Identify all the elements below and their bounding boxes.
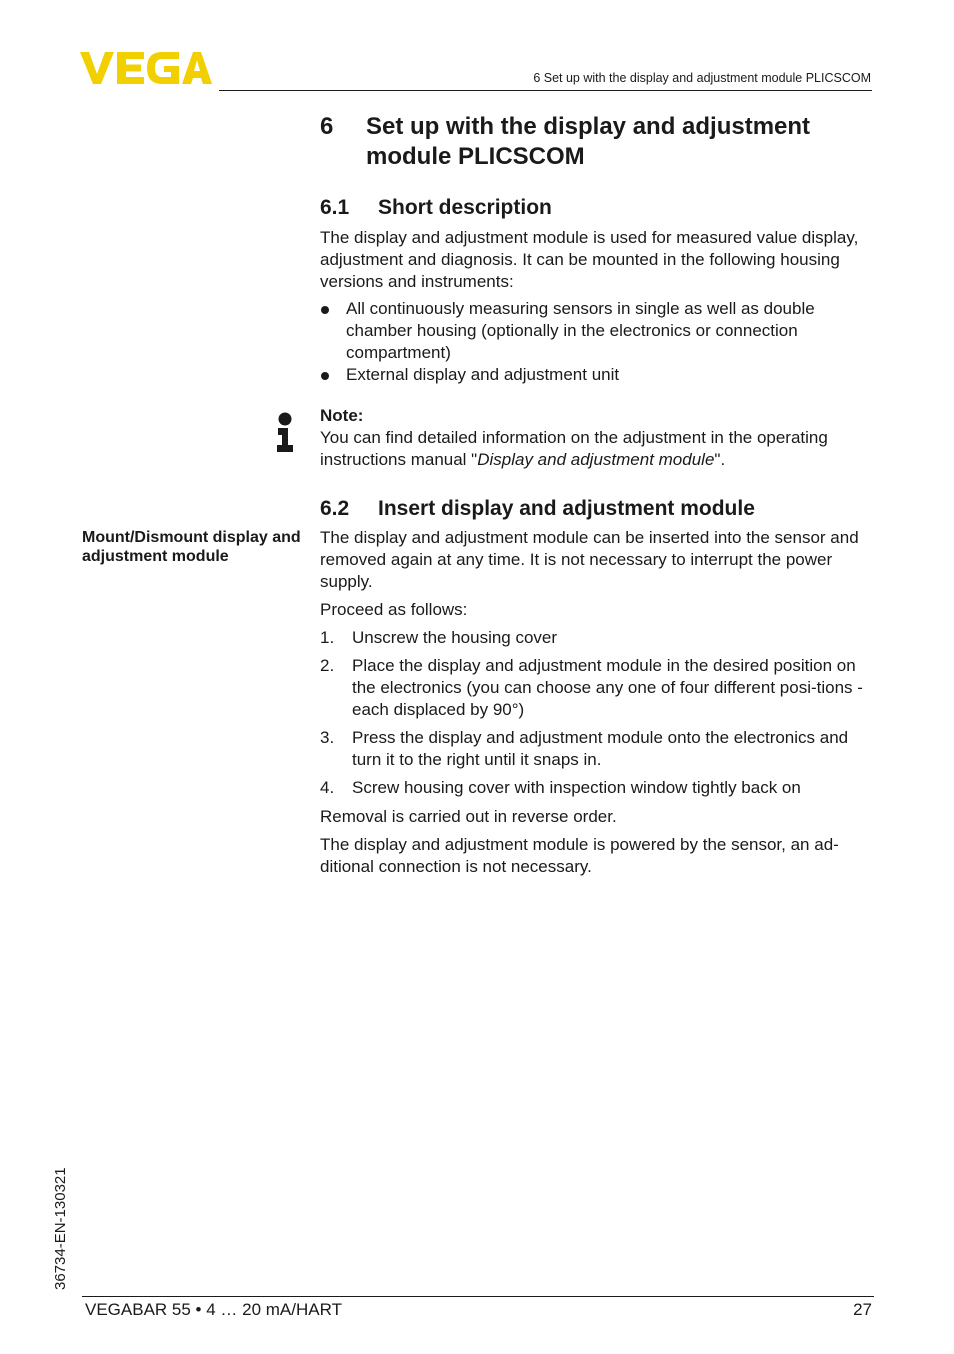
list-item: [320, 298, 870, 364]
list-item: [320, 364, 870, 386]
note-label: Note:: [320, 406, 364, 425]
chapter-heading: [320, 112, 880, 172]
chapter-title: Set up with the display and adjustment module PLICSCOM: [366, 113, 811, 170]
list-item: [320, 655, 870, 721]
step-text: Place the display and adjustment module in the desired position on the electronics (you can choose any one of four different posi-tions - each displaced by 90°): [352, 656, 863, 719]
step-number: 1.: [320, 628, 335, 647]
note-text: [320, 427, 870, 471]
step-text: Press the display and adjustment module onto the electronics and turn it to the right until it snaps in.: [352, 728, 849, 769]
list-item: [320, 777, 870, 799]
step-number: 3.: [320, 728, 335, 747]
page-number: 27: [853, 1300, 872, 1319]
note-text-end: ".: [714, 450, 726, 469]
chapter-number: 6: [320, 113, 334, 140]
power-paragraph: The display and adjustment module is powered by the sensor, an ad-ditional connection is not necessary.: [320, 835, 839, 876]
section-title: Short description: [378, 196, 552, 219]
short-description-paragraph: The display and adjustment module is used for measured value display, adjustment and diagnosis. It can be mounted in the following housing versions and instruments:: [320, 228, 859, 291]
proceed-paragraph: Proceed as follows:: [320, 600, 468, 619]
note-manual-title: Display and adjustment module: [477, 450, 715, 469]
footer-product: VEGABAR 55 • 4 … 20 mA/HART: [85, 1300, 342, 1319]
section-heading-6-1: [320, 195, 552, 221]
sidebar-label: Mount/Dismount display and adjustment module: [82, 529, 301, 565]
step-number: 4.: [320, 778, 335, 797]
bullet-icon: [321, 372, 329, 380]
vega-logo: [80, 52, 212, 84]
insert-intro-paragraph: The display and adjustment module can be inserted into the sensor and removed again at any time. It is not necessary to interrupt the power supply.: [320, 528, 859, 591]
note-text-start: You can find detailed information on the adjustment in the operating instructions manual ": [320, 428, 828, 469]
step-text: Screw housing cover with inspection window tightly back on: [352, 778, 801, 797]
step-number: 2.: [320, 656, 335, 675]
bullet-icon: [321, 306, 329, 314]
section-number: 6.2: [320, 497, 350, 520]
running-header: 6 Set up with the display and adjustment module PLICSCOM: [533, 71, 871, 85]
section-number: 6.1: [320, 196, 350, 219]
list-item-text: All continuously measuring sensors in single as well as double chamber housing (optionally in the electronics or connection compartment): [346, 299, 815, 362]
list-item-text: External display and adjustment unit: [346, 365, 620, 384]
info-icon: [276, 411, 294, 453]
footer-divider: [82, 1296, 874, 1297]
step-text: Unscrew the housing cover: [352, 628, 558, 647]
section-title: Insert display and adjustment module: [378, 497, 755, 520]
document-id: 36734-EN-130321: [52, 1167, 69, 1290]
removal-paragraph: Removal is carried out in reverse order.: [320, 807, 617, 826]
list-item: [320, 727, 870, 771]
section-heading-6-2: [320, 496, 755, 522]
list-item: [320, 627, 870, 649]
header-divider: [219, 90, 872, 91]
